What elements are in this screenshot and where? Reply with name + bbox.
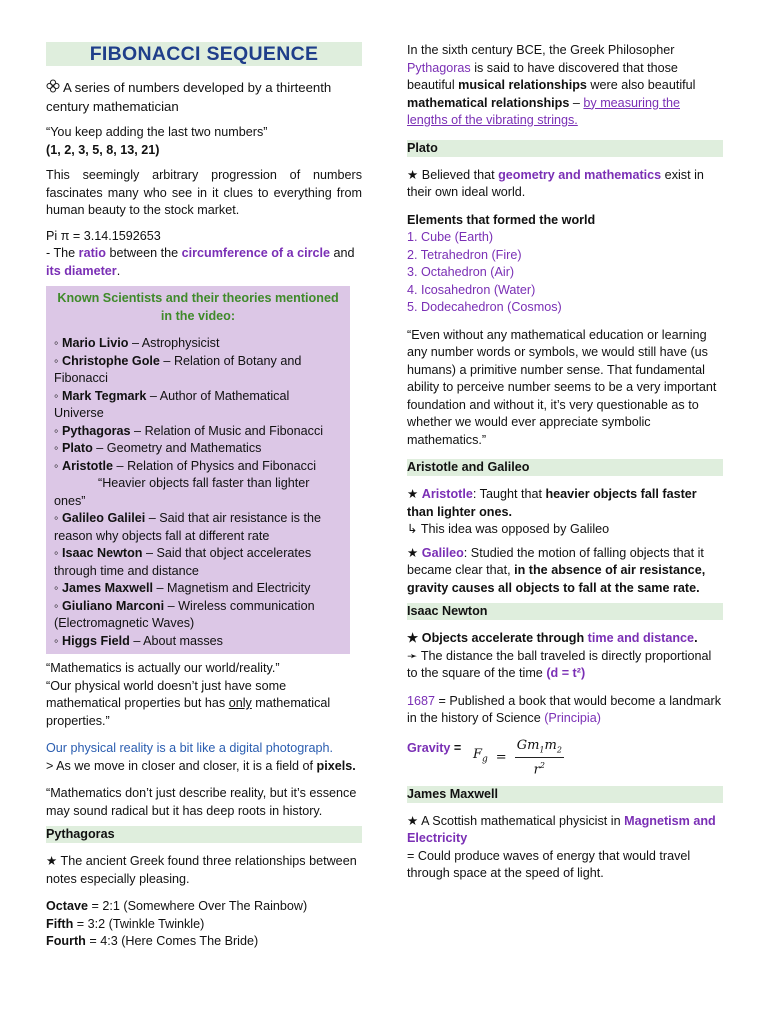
scientists-box-title: Known Scientists and their theories mentioned in the video: (57, 291, 339, 323)
opposed-text: ↳ This idea was opposed by Galileo (407, 522, 610, 536)
galileo-text: ★ Galileo: Studied the motion of falling objects that it became clear that, in the absence of air resistance, gravity causes all objects to fall at the same rate. (407, 545, 706, 595)
section-header-maxwell: James Maxwell (407, 786, 723, 803)
pythagoras-paragraph: In the sixth century BCE, the Greek Philosopher Pythagoras is said to have discovered that those beautiful musical relationships were also beautiful mathematical relationships – by measuring the lengths of the vibrating strings. (407, 43, 696, 127)
vibrating-strings-link[interactable]: by measuring the lengths of the vibrating strings. (407, 95, 680, 127)
element-item: 1. Cube (Earth) (407, 230, 494, 244)
aristotle-text: ★ Aristotle: Taught that heavier objects fall faster than lighter ones. (407, 487, 697, 519)
quote-physical-world: “Our physical world doesn’t just have some mathematical properties but has only mathematical properties.” (46, 678, 331, 728)
scientist-item: ◦ Giuliano Marconi – Wireless communication (Electromagnetic Waves) (54, 598, 315, 630)
gravity-formula: $F_g$ = $\frac{Gm_1m_2}{r^2}$ (473, 737, 562, 778)
newton-distance: ➛ The distance the ball traveled is directly proportional to the square of the time (d = t²) (407, 648, 712, 680)
scientist-item: ◦ Isaac Newton – Said that object accelerates through time and distance (54, 546, 312, 578)
elements-title: Elements that formed the world (407, 212, 596, 227)
left-column (46, 42, 362, 951)
pi-line: Pi π = 3.14.1592653 (46, 228, 161, 243)
element-item: 3. Octahedron (Air) (407, 265, 515, 279)
scientist-item: ◦ Mario Livio – Astrophysicist (54, 336, 220, 350)
element-item: 2. Tetrahedron (Fire) (407, 247, 522, 262)
pythagoras-text: ★ The ancient Greek found three relationships between notes especially pleasing. (46, 854, 357, 886)
gravity-formula-row (407, 737, 723, 778)
plato-text: ★ Believed that geometry and mathematics exist in their own ideal world. (407, 167, 704, 199)
pixels-line: > As we move in closer and closer, it is a field of pixels. (46, 758, 356, 773)
sequence: (1, 2, 3, 5, 8, 13, 21) (46, 142, 160, 157)
scientist-item: ◦ Plato – Geometry and Mathematics (54, 441, 262, 455)
digital-photograph: Our physical reality is a bit like a digital photograph. (46, 741, 334, 755)
intro (46, 78, 362, 116)
scientist-item: ◦ Higgs Field – About masses (54, 633, 223, 648)
quote-history: “Mathematics don’t just describe reality, but it’s essence may sound radical but it has deep roots in history. (46, 786, 357, 818)
scientist-item: ◦ Pythagoras – Relation of Music and Fibonacci (54, 423, 324, 438)
maxwell-text: ★ A Scottish mathematical physicist in Magnetism and Electricity (407, 813, 716, 845)
page-title: FIBONACCI SEQUENCE (46, 42, 362, 66)
element-item: 5. Dodecahedron (Cosmos) (407, 300, 562, 314)
section-header-pythagoras: Pythagoras (46, 826, 362, 843)
scientist-item: ◦ Aristotle – Relation of Physics and Fibonacci (54, 458, 317, 473)
gravity-label: Gravity = (407, 740, 462, 755)
scientists-box (46, 286, 350, 654)
interval-item: Fifth = 3:2 (Twinkle Twinkle) (46, 916, 205, 931)
right-column (407, 42, 723, 883)
principia-text: 1687 = Published a book that would become a landmark in the history of Science (Principia) (407, 693, 722, 725)
pi-description: - The ratio between the circumference of a circle and its diameter. (46, 246, 355, 278)
element-item: 4. Icosahedron (Water) (407, 282, 536, 297)
maxwell-waves: = Could produce waves of energy that would travel through space at the speed of light. (407, 848, 691, 880)
section-header-plato: Plato (407, 140, 723, 157)
scientist-item: ◦ Christophe Gole – Relation of Botany and Fibonacci (54, 353, 302, 385)
scientist-item: ◦ James Maxwell – Magnetism and Electricity (54, 581, 311, 595)
quote-reality: “Mathematics is actually our world/reality.” (46, 661, 280, 675)
flower-icon (46, 78, 60, 97)
intro-text: A series of numbers developed by a thirteenth century mathematician (46, 80, 332, 114)
section-header-newton: Isaac Newton (407, 603, 723, 620)
scientist-item: ◦ Galileo Galilei – Said that air resistance is the reason why objects fall at different rate (54, 511, 321, 543)
scientists-list (54, 335, 342, 650)
interval-item: Octave = 2:1 (Somewhere Over The Rainbow) (46, 899, 308, 913)
number-sense-quote: “Even without any mathematical education or learning any number words or symbols, we would still have (us humans) a primitive number sense. That fundamental ability to perceive number seems to be a very important foundation and without it, it’s very questionable as to whether we would ever appreciate symbolic mathematics.” (407, 327, 717, 447)
section-header-aristotle-galileo: Aristotle and Galileo (407, 459, 723, 476)
para-fascinates: This seemingly arbitrary progression of numbers fascinates many who see in it clues to everything from human beauty to the stock market. (46, 168, 362, 217)
scientist-item: ◦ Mark Tegmark – Author of Mathematical Universe (54, 388, 290, 420)
interval-item: Fourth = 4:3 (Here Comes The Bride) (46, 934, 259, 948)
newton-accelerate: ★ Objects accelerate through time and distance. (407, 631, 698, 645)
elements-list (407, 229, 723, 317)
aristotle-quote: “Heavier objects fall faster than lighter ones” (54, 476, 310, 508)
quote-adding: “You keep adding the last two numbers” (46, 125, 268, 139)
